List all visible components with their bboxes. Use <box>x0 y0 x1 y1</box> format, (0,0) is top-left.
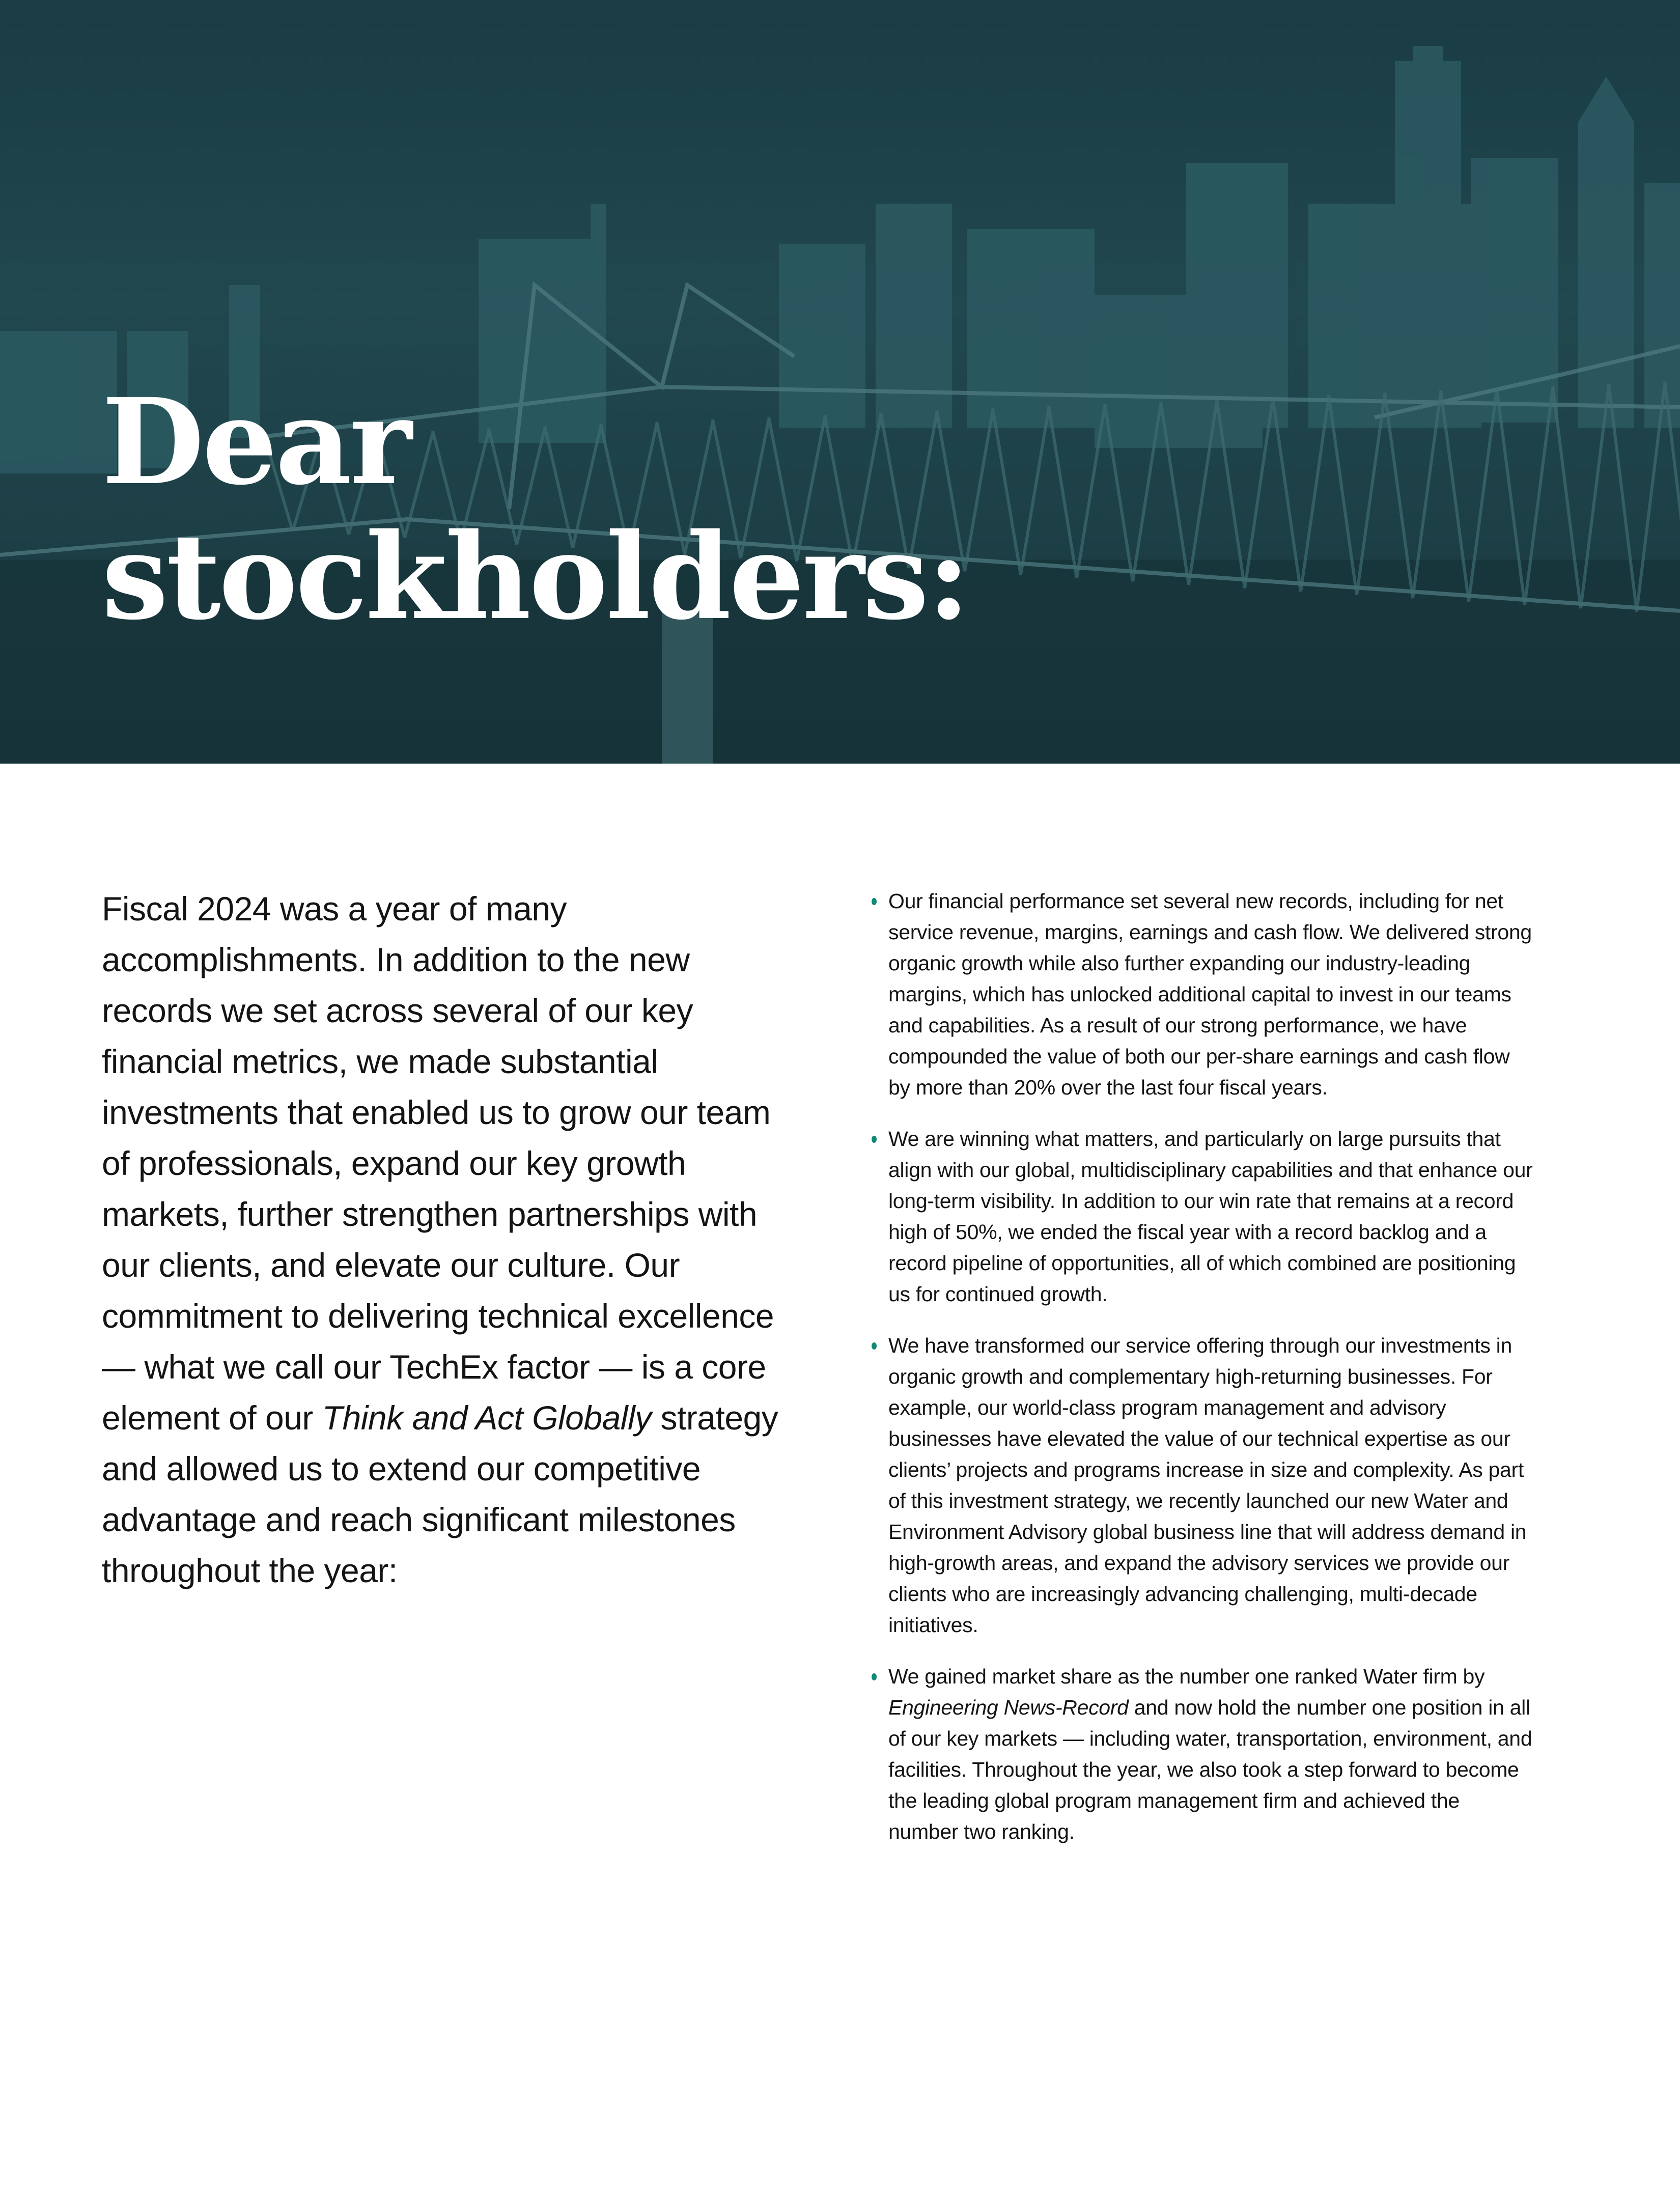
truss-beam <box>993 408 1021 575</box>
list-item-text: We have transformed our service offering through our investments in organic growth and complementary high-returning businesses. For example, our world-class program management and advisory businesses have elevated the value of our technical expertise as our clients’ projects and programs increase in size and complexity. As part of this investment strategy, we recently launched our new Water and Environment Advisory global business line that will address demand in high-growth areas, and expand the advisory services we provide our clients who are increasingly advancing challenging, multi-decade initiatives. <box>888 1334 1527 1637</box>
truss-beam <box>1049 406 1077 578</box>
list-item-text: Our financial performance set several new records, including for net service revenue, margins, earnings and cash flow. We delivered strong organic growth while also further expanding our industry-leading margins, which has unlocked additional capital to invest in our teams and capabilities. As a result of our strong performance, we have compounded the value of both our per-share earnings and cash flow by more than 20% over the last four fiscal years. <box>888 889 1532 1099</box>
intro-strategy-name: Think and Act Globally <box>322 1399 652 1437</box>
list-item-text-end: and now hold the number one position in all of our key markets — including water, transportation, environment, and facilities. Throughout the year, we also took a step forward to become the leading global program management firm and achieved the number two ranking. <box>888 1696 1532 1843</box>
list-item <box>872 1124 1533 1310</box>
truss-beam <box>1077 406 1105 578</box>
publication-name: Engineering News-Record <box>888 1696 1129 1719</box>
list-item <box>872 1330 1533 1641</box>
list-item <box>872 886 1533 1103</box>
list-item-text: We are winning what matters, and particularly on large pursuits that align with our global, multidisciplinary capabilities and that enhance our long-term visibility. In addition to our win rate that remains at a record high of 50%, we ended the fiscal year with a record backlog and a record pipeline of opportunities, all of which combined are positioning us for continued growth. <box>888 1127 1533 1306</box>
intro-text: Fiscal 2024 was a year of many accomplishments. In addition to the new records we set across several of our key financial metrics, we made substantial investments that enabled us to grow our team of professionals, expand our key growth markets, further strengthen partnerships with our clients, and elevate our culture. Our commitment to delivering technical excellence — what we call our TechEx factor — is a core element of our <box>102 890 774 1437</box>
title-line-1: Dear <box>102 372 410 511</box>
list-item <box>872 1661 1533 1847</box>
truss-beam <box>1021 408 1049 575</box>
milestones-list <box>872 886 1533 1868</box>
intro-paragraph <box>102 883 794 1596</box>
page-title <box>102 374 968 644</box>
truss-beam <box>965 410 993 571</box>
list-item-text: We gained market share as the number one ranked Water firm by <box>888 1665 1485 1688</box>
intro-text-end: strategy and allowed us to extend our competitive advantage and reach significant milestones throughout the year: <box>102 1399 778 1589</box>
title-line-2: stockholders: <box>102 507 969 646</box>
hero-banner <box>0 0 1680 764</box>
